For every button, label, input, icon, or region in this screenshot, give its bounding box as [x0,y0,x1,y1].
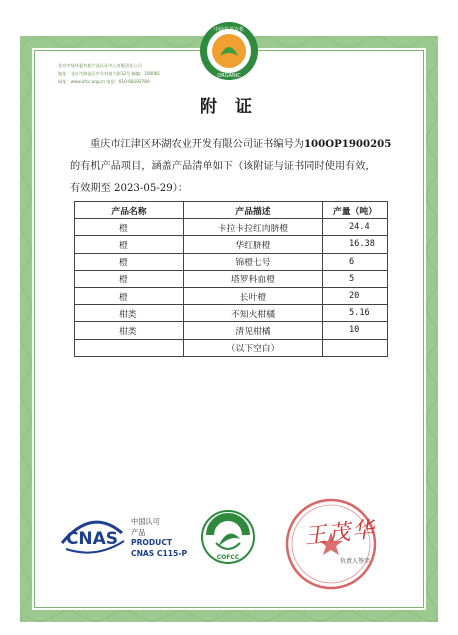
intro-line-1 [70,133,400,156]
cnas-en-1: PRODUCT [131,538,173,547]
cell-product-description: （以下空白） [184,339,323,356]
cofcc-bottom-text: COFCC [216,554,240,561]
intro-line-2: 的有机产品项目，涵盖产品清单如下（该附证与证书同时使用有效， [70,161,376,172]
cell-output: 16.38 [323,236,388,253]
cell-output: 6 [323,253,388,270]
cofcc-ring-text: 中绿华夏 [217,527,239,533]
cell-product-description: 锦橙七号 [184,253,323,270]
cnas-en-2: CNAS C115-P [131,548,188,558]
organic-logo-icon [198,20,260,82]
logo-bottom-text: ORGANIC [217,73,241,79]
intro-prefix: 重庆市江津区环湖农业开发有限公司证书编号为 [90,139,304,150]
intro-paragraph [70,133,400,200]
certificate-number: 100OP1900205 [303,138,392,150]
cell-output: 10 [323,322,388,339]
table-row [75,322,388,339]
logo-top-text: 中绿华夏有机 [213,27,245,33]
signature-label: 负责人签字 [340,558,371,565]
cnas-logo-icon [56,513,128,557]
table-row [75,236,388,253]
cell-product-name: 柑类 [75,305,184,322]
table-row [75,339,388,356]
table-row [75,253,388,270]
header-product-description: 产品描述 [184,202,323,219]
cell-product-name: 橙 [75,253,184,270]
cell-output: 20 [323,287,388,304]
header-output: 产量（吨） [323,202,388,219]
cell-output [323,339,388,356]
cell-product-name: 橙 [75,219,184,236]
cell-product-description: 华红脐橙 [184,236,323,253]
cnas-cn-1: 中国认可 [131,517,160,526]
cell-product-description: 清见柑橘 [184,322,323,339]
issuer-info [58,62,198,86]
cell-product-name: 橙 [75,236,184,253]
issuer-address: 地址：北京市海淀区中关村南大街12号 邮编：100081 [58,71,161,76]
header-product-name: 产品名称 [75,202,184,219]
cell-product-description: 不知火柑橘 [184,305,323,322]
intro-line-3: 有效期至 2023-05-29）： [70,183,188,194]
table-header-row [75,202,388,219]
table-row [75,219,388,236]
issuer-contact: 网址：www.ofcc.org.cn 电话：010-68192780 [58,79,150,84]
cell-output: 5 [323,270,388,287]
cell-product-description: 卡拉卡拉红肉脐橙 [184,219,323,236]
cell-product-name: 橙 [75,270,184,287]
cell-output: 5.16 [323,305,388,322]
page-title: 附 证 [200,97,258,117]
issuer-name: 北京中绿华夏有机产品认证中心有限责任公司 [58,63,142,68]
cell-product-name: 柑类 [75,322,184,339]
signature: 王茂华 [303,517,378,550]
product-table [74,201,388,357]
table-row [75,305,388,322]
cofcc-logo-icon [200,509,256,565]
table-row [75,287,388,304]
cell-product-name: 橙 [75,287,184,304]
cell-product-description: 长叶橙 [184,287,323,304]
cell-output: 24.4 [323,219,388,236]
cnas-logo-text: CNAS [65,529,119,549]
cell-product-name [75,339,184,356]
cnas-caption [131,517,187,559]
cnas-cn-2: 产品 [131,527,146,537]
cell-product-description: 塔罗科血橙 [184,270,323,287]
table-row [75,270,388,287]
